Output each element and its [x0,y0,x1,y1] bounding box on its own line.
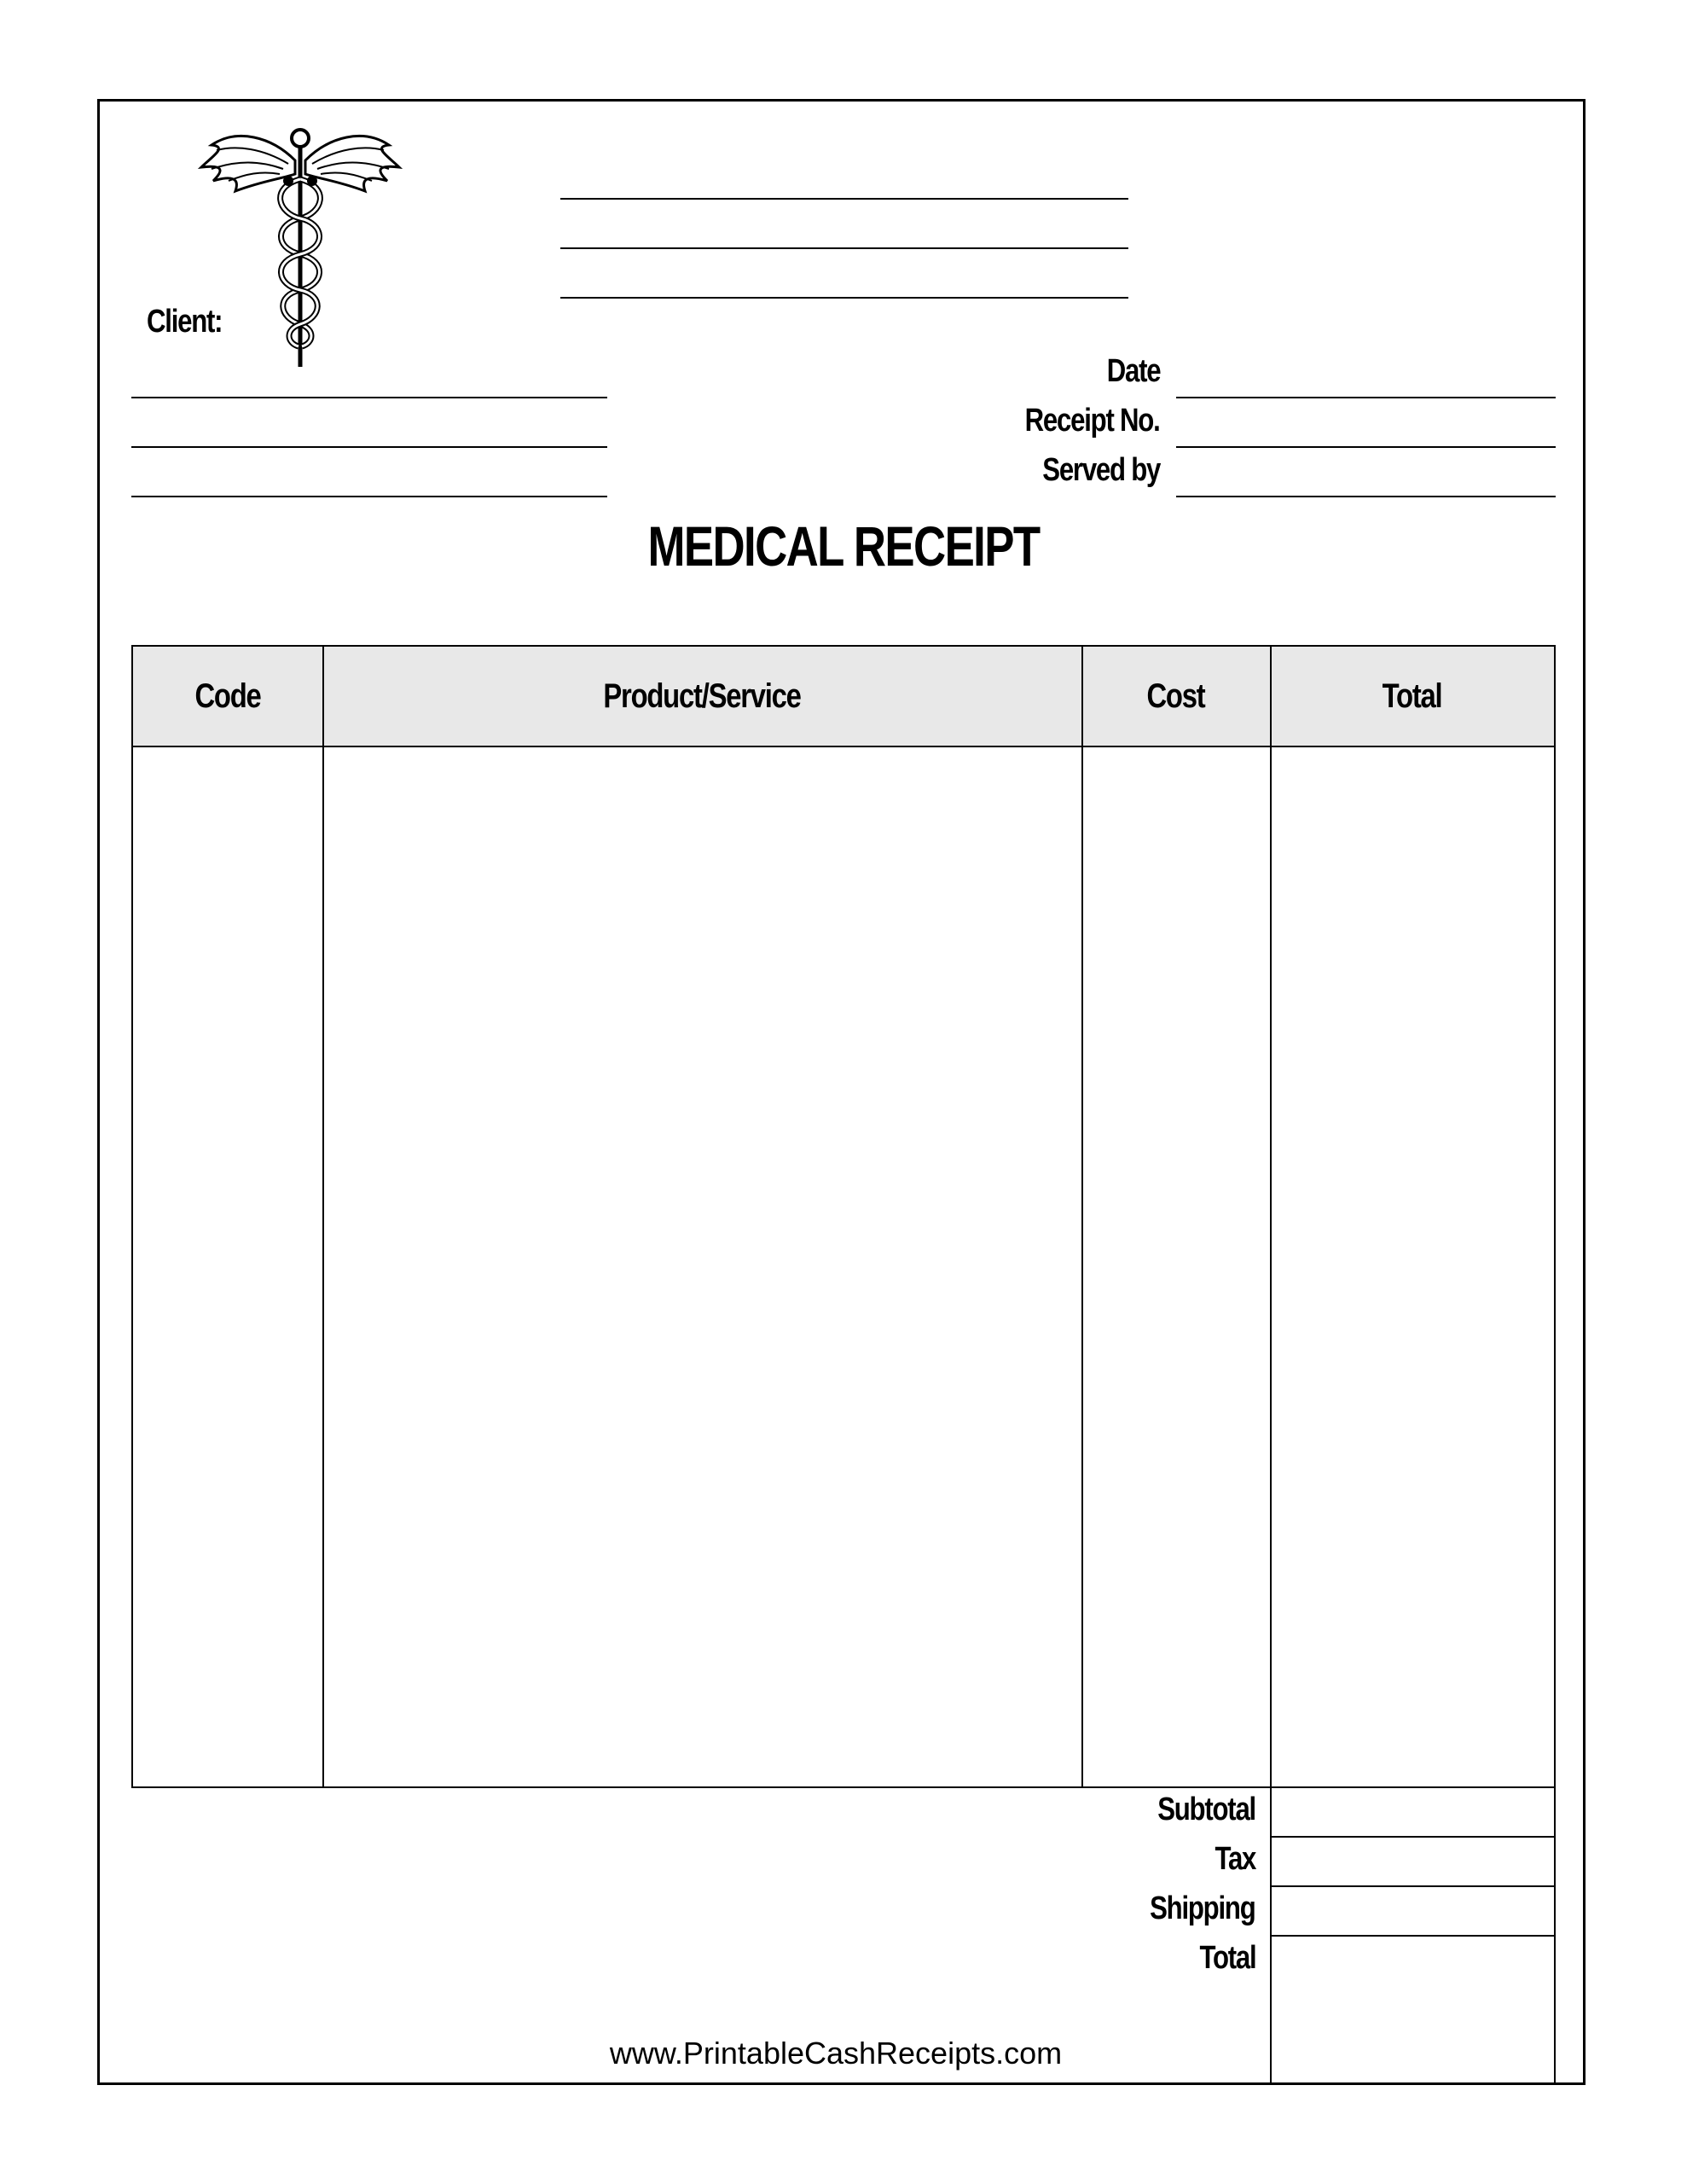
caduceus-icon [194,119,413,375]
client-label: Client: [147,304,223,340]
code-cell[interactable] [133,747,322,1786]
served-by-field[interactable] [1176,496,1556,497]
items-table [131,645,1556,1788]
subtotal-field[interactable] [1272,1786,1554,1836]
tax-field[interactable] [1272,1838,1554,1885]
total-label: Total [1199,1940,1255,1976]
address-line-3[interactable] [560,297,1128,299]
date-label: Date [1106,353,1160,389]
totals-box [1270,1786,1556,2085]
receipt-no-field[interactable] [1176,446,1556,448]
column-header-product-service: Product/Service [603,677,801,715]
page-title: MEDICAL RECEIPT [647,514,1040,578]
total-field[interactable] [1272,1937,1554,2082]
address-line-2[interactable] [560,247,1128,249]
shipping-label: Shipping [1150,1891,1255,1926]
column-header-total: Total [1382,677,1442,715]
shipping-field[interactable] [1272,1887,1554,1935]
total-cell[interactable] [1272,747,1554,1786]
column-header-cost: Cost [1146,677,1205,715]
tax-label: Tax [1215,1841,1255,1877]
footer-website: www.PrintableCashReceipts.com [609,2036,1063,2071]
client-line-2[interactable] [131,446,607,448]
column-header-code: Code [194,677,261,715]
product-service-cell[interactable] [324,747,1081,1786]
client-line-3[interactable] [131,496,607,497]
served-by-label: Served by [1042,452,1160,488]
cost-cell[interactable] [1083,747,1270,1786]
date-field[interactable] [1176,397,1556,398]
receipt-no-label: Receipt No. [1025,403,1160,439]
address-line-1[interactable] [560,198,1128,200]
subtotal-label: Subtotal [1157,1792,1255,1827]
client-line-1[interactable] [131,397,607,398]
